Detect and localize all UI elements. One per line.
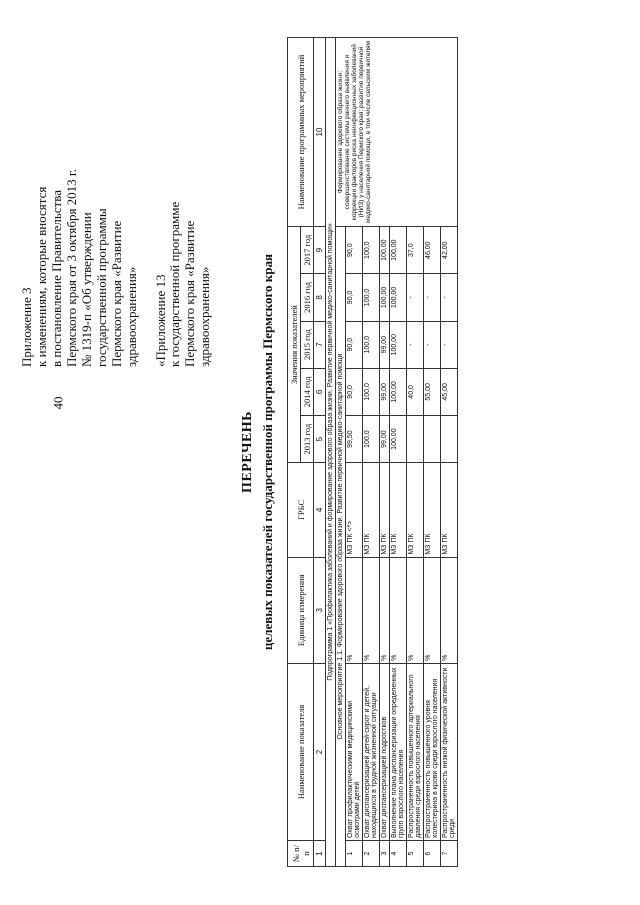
row-value: 99,50: [346, 415, 363, 462]
row-value: 100,00: [390, 368, 407, 415]
header-unit: Единица измерения: [288, 557, 314, 663]
row-value: 100,00: [390, 274, 407, 321]
row-value: 90,0: [346, 368, 363, 415]
appendix-line: Пермского края «Развитие: [108, 220, 124, 367]
index-cell: 10: [314, 38, 326, 227]
program-events-cell: Формирование здорового образа жизни; совершенствование системы раннего выявления и коррекции факторов риска неинфекционных заболеваний (НИЗ) у населения Пермского края; развитие первичной медико-санитарной помощи, в том числе сельским жителям: [336, 38, 458, 227]
row-name: Охват диспансеризацией детей-сирот и детей, находящихся в трудной жизненной ситуации: [363, 663, 380, 840]
header-year: 2017 год: [301, 227, 314, 274]
title-block: [240, 17, 276, 887]
subprogram-title: Подпрограмма 1 «Профилактика заболеваний и формирование здорового образа жизни. Развитие первичной медико-санитарной помощи»: [326, 38, 336, 867]
main-event-row: [336, 38, 346, 867]
header-year: 2013 год: [301, 415, 314, 462]
row-name: Распространенность повышенного артериального давления среди взрослого населения: [407, 663, 424, 840]
header-name: Наименование показателя: [288, 663, 314, 840]
row-value: 100,0: [363, 274, 380, 321]
header-num: № п/п: [288, 841, 314, 867]
main-event-title: Основное мероприятие 1.1. Формирование здорового образа жизни. Развитие первичной медико-санитарной помощи: [336, 227, 346, 867]
row-value: 40,0: [407, 368, 424, 415]
row-unit: %: [407, 557, 424, 663]
row-unit: %: [390, 557, 407, 663]
index-cell: 4: [314, 463, 326, 557]
appendix-line: Пермского края «Развитие: [182, 220, 198, 367]
indicators-table: [287, 37, 458, 867]
index-cell: 8: [314, 274, 326, 321]
row-value: -: [424, 321, 441, 368]
row-value: 90,0: [346, 227, 363, 274]
index-cell: 9: [314, 227, 326, 274]
row-value: 100,0: [363, 368, 380, 415]
row-num: 3: [380, 841, 390, 867]
row-value: -: [407, 321, 424, 368]
appendix-line: здравоохранения»: [197, 266, 213, 367]
row-value: 100,00: [380, 227, 390, 274]
row-num: 1: [346, 841, 363, 867]
document-title: ПЕРЕЧЕНЬ: [240, 411, 255, 493]
row-value: 90,0: [346, 274, 363, 321]
row-value: [407, 415, 424, 462]
header-year: 2015 год: [301, 321, 314, 368]
appendix-line: Приложение 3: [19, 287, 34, 367]
header-year: 2014 год: [301, 368, 314, 415]
index-cell: 7: [314, 321, 326, 368]
row-value: [424, 415, 441, 462]
index-row: [314, 38, 326, 867]
row-name: Распространенность повышенного уровня холестерина в крови среди взрослого населения: [424, 663, 441, 840]
row-value: 100,00: [380, 274, 390, 321]
index-cell: 6: [314, 368, 326, 415]
row-num: 6: [424, 841, 441, 867]
row-grbs: МЗ ПК: [390, 463, 407, 557]
row-grbs: МЗ ПК: [424, 463, 441, 557]
header-events: Наименование программных мероприятий: [288, 38, 314, 227]
row-value: 99,00: [380, 368, 390, 415]
appendix-line: к изменениям, которые вносятся: [33, 186, 49, 367]
page-number: 40: [50, 396, 66, 410]
row-unit: %: [363, 557, 380, 663]
row-num: 5: [407, 841, 424, 867]
header-year: 2016 год: [301, 274, 314, 321]
index-cell: 1: [314, 841, 326, 867]
appendix-line: здравоохранения»: [123, 266, 139, 367]
row-grbs: МЗ ПК: [407, 463, 424, 557]
header-values: Значения показателей: [288, 227, 301, 463]
rotated-page: [20, 17, 620, 887]
row-unit: %: [346, 557, 363, 663]
row-value: 100,0: [363, 321, 380, 368]
row-value: 37,0: [407, 227, 424, 274]
row-value: 55,00: [424, 368, 441, 415]
appendix-line: в постановление Правительства: [48, 190, 64, 367]
row-num: 2: [363, 841, 380, 867]
row-value: 90,0: [346, 321, 363, 368]
row-grbs: МЗ ПК: [441, 463, 458, 557]
row-grbs: МЗ ПК: [380, 463, 390, 557]
appendix-line: «Приложение 13: [152, 274, 168, 367]
row-value: -: [441, 274, 458, 321]
row-value: 100,00: [390, 415, 407, 462]
row-value: -: [424, 274, 441, 321]
subprogram-row: [326, 38, 336, 867]
row-num: 7: [441, 841, 458, 867]
row-value: -: [441, 321, 458, 368]
document-subtitle: целевых показателей государственной программы Пермского края: [260, 253, 275, 651]
index-cell: 3: [314, 557, 326, 663]
appendix-line: № 1319-п «Об утверждении: [78, 212, 94, 367]
index-cell: 2: [314, 663, 326, 840]
row-grbs: МЗ ПК <*>: [346, 463, 363, 557]
appendix-line: государственной программы: [93, 208, 109, 367]
row-unit: %: [380, 557, 390, 663]
row-value: 99,00: [380, 321, 390, 368]
row-name: Охват диспансеризацией подростков: [380, 663, 390, 840]
row-value: 100,0: [363, 415, 380, 462]
row-name: Распространенность низкой физической активности среди: [441, 663, 458, 840]
appendix-line: Пермского края от 3 октября 2013 г.: [63, 168, 79, 367]
header-grbs: ГРБС: [288, 463, 314, 557]
row-name: Охват профилактическими медицинскими осмотрами детей: [346, 663, 363, 840]
row-value: 46,00: [424, 227, 441, 274]
appendix-line: к государственной программе: [167, 201, 183, 367]
row-value: -: [407, 274, 424, 321]
row-value: [441, 415, 458, 462]
row-value: 100,0: [363, 227, 380, 274]
row-unit: %: [424, 557, 441, 663]
row-value: 42,00: [441, 227, 458, 274]
row-unit: %: [441, 557, 458, 663]
row-value: 100,00: [390, 227, 407, 274]
index-cell: 5: [314, 415, 326, 462]
row-grbs: МЗ ПК: [363, 463, 380, 557]
row-value: 45,00: [441, 368, 458, 415]
appendix-note: [20, 37, 213, 367]
row-value: 99,00: [380, 415, 390, 462]
row-value: 100,00: [390, 321, 407, 368]
row-num: 4: [390, 841, 407, 867]
row-name: Выполнение плана диспансеризации определенных групп взрослого населения: [390, 663, 407, 840]
